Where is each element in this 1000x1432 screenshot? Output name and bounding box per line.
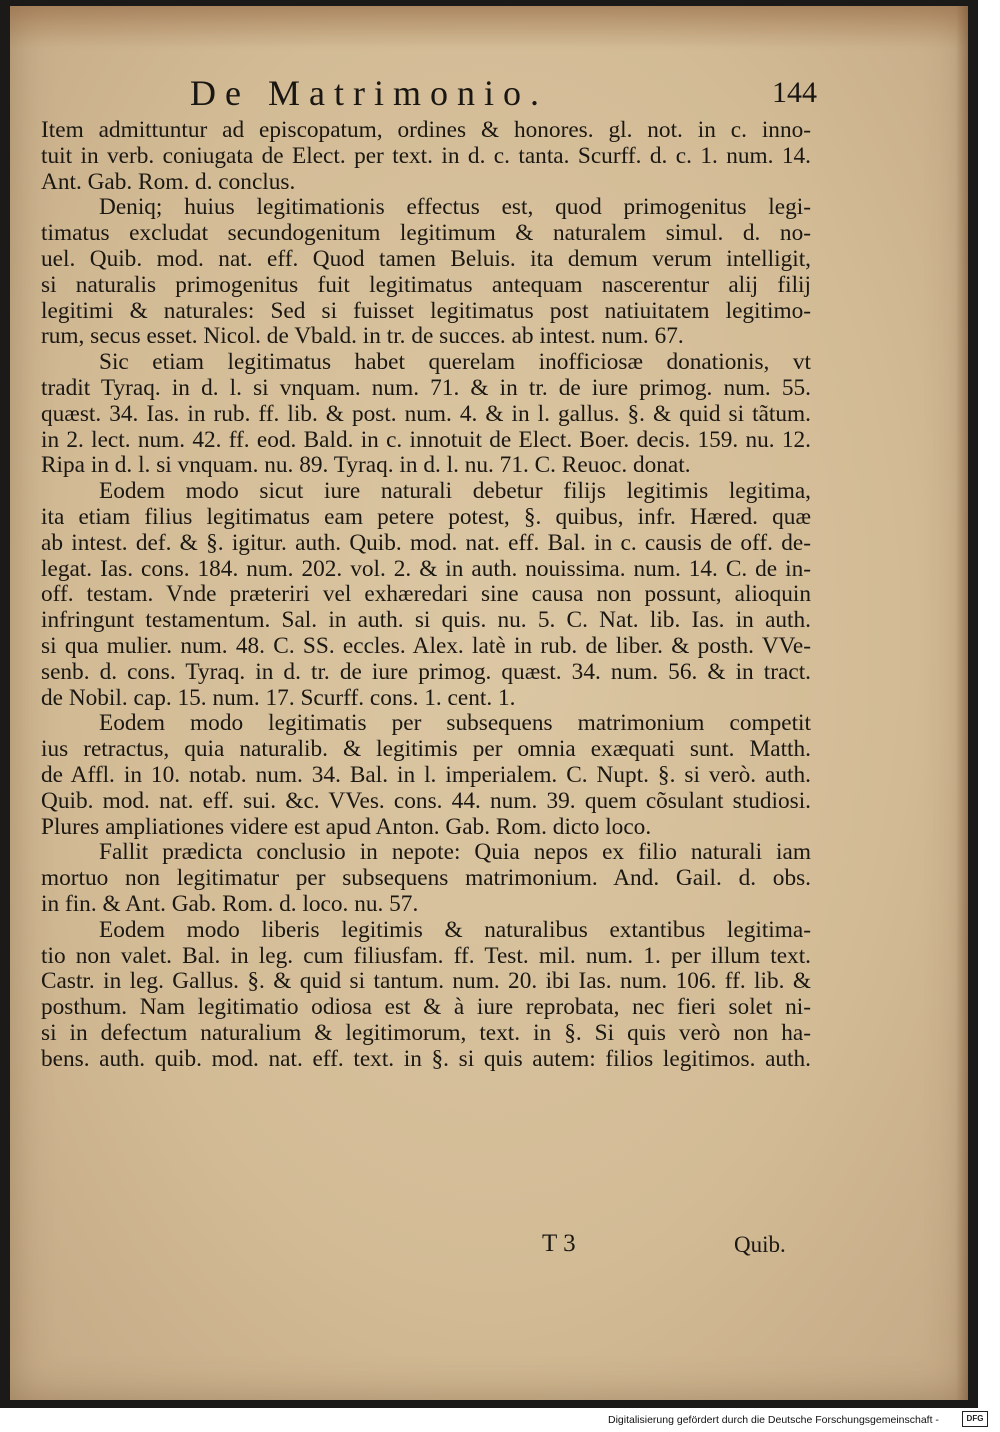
funding-credit: Digitalisierung gefördert durch die Deutsche Forschungsgemeinschaft - bbox=[608, 1414, 939, 1426]
text-line: mortuo non legitimatur per subsequens matrimonium. And. Gail. d. obs. bbox=[41, 865, 811, 892]
running-head-title: De Matrimonio. bbox=[190, 73, 548, 113]
text-line: senb. d. cons. Tyraq. in d. tr. de iure primog. quæst. 34. num. 56. & in tract. bbox=[41, 658, 811, 685]
text-line: Ant. Gab. Rom. d. conclus. bbox=[41, 168, 296, 195]
text-line: Deniq; huius legitimationis effectus est, quod primogenitus legi- bbox=[99, 194, 811, 221]
text-line: Item admittuntur ad episcopatum, ordines & honores. gl. not. in c. inno- bbox=[41, 117, 811, 143]
text-line: tradit Tyraq. in d. l. si vnquam. num. 71. & in tr. de iure primog. num. 55. bbox=[41, 374, 811, 401]
text-line: si naturalis primogenitus fuit legitimatus antequam nascerentur alij filij bbox=[41, 271, 811, 298]
text-line: off. testam. Vnde præteriri vel exhæredari sine causa non possunt, alioquin bbox=[41, 581, 811, 608]
text-line: rum, secus esset. Nicol. de Vbald. in tr. de succes. ab intest. num. 67. bbox=[41, 323, 684, 350]
text-line: tio non valet. Bal. in leg. cum filiusfam. ff. Test. mil. num. 1. per illum text. bbox=[41, 942, 811, 969]
text-line: si in defectum naturalium & legitimorum, text. in §. Si quis verò non ha- bbox=[41, 1019, 811, 1046]
text-line: ita etiam filius legitimatus eam petere potest, §. quibus, infr. Hæred. quæ bbox=[41, 503, 811, 530]
text-line: uel. Quib. mod. nat. eff. Quod tamen Beluis. ita demum verum intelligit, bbox=[41, 245, 811, 272]
dfg-logo: DFG bbox=[962, 1411, 988, 1427]
catchword: Quib. bbox=[734, 1232, 786, 1257]
text-line: infringunt testamentum. Sal. in auth. si quis. nu. 5. C. Nat. lib. Ias. in auth. bbox=[41, 607, 811, 634]
text-line: Plures ampliationes videre est apud Anton. Gab. Rom. dicto loco. bbox=[41, 813, 652, 840]
text-line: Eodem modo sicut iure naturali debetur filijs legitimis legitima, bbox=[99, 478, 811, 505]
body-text bbox=[41, 118, 811, 1072]
text-line: legitimi & naturales: Sed si fuisset legitimatus post natiuitatem legitimo- bbox=[41, 297, 811, 324]
text-line: timatus excludat secundogenitum legitimum & naturalem simul. d. no- bbox=[41, 220, 811, 247]
text-line: in fin. & Ant. Gab. Rom. d. loco. nu. 57. bbox=[41, 890, 419, 917]
signature-mark: T 3 bbox=[542, 1230, 576, 1257]
text-line: Ripa in d. l. si vnquam. nu. 89. Tyraq. in d. l. nu. 71. C. Reuoc. donat. bbox=[41, 452, 691, 479]
text-line: Sic etiam legitimatus habet querelam inofficiosæ donationis, vt bbox=[99, 349, 811, 376]
page-number: 144 bbox=[772, 76, 817, 109]
text-line: Eodem modo legitimatis per subsequens matrimonium competit bbox=[99, 710, 811, 737]
text-line: Quib. mod. nat. eff. sui. &c. VVes. cons. 44. num. 39. quem cõsulant studiosi. bbox=[41, 787, 811, 814]
page-stain bbox=[10, 6, 968, 48]
text-line: Eodem modo liberis legitimis & naturalibus extantibus legitima- bbox=[99, 916, 811, 943]
text-line: tuit in verb. coniugata de Elect. per text. in d. c. tanta. Scurff. d. c. 1. num. 14. bbox=[41, 142, 811, 169]
text-line: in 2. lect. num. 42. ff. eod. Bald. in c. innotuit de Elect. Boer. decis. 159. nu. 12. bbox=[41, 426, 811, 453]
text-line: Castr. in leg. Gallus. §. & quid si tantum. num. 20. ibi Ias. num. 106. ff. lib. & bbox=[41, 968, 811, 995]
text-line: legat. Ias. cons. 184. num. 202. vol. 2. & in auth. nouissima. num. 14. C. de in- bbox=[41, 555, 811, 582]
text-line: bens. auth. quib. mod. nat. eff. text. in §. si quis autem: filios legitimos. auth. bbox=[41, 1045, 811, 1072]
text-line: ab intest. def. & §. igitur. auth. Quib. mod. nat. eff. Bal. in c. causis de off. de- bbox=[41, 529, 811, 556]
text-line: si qua mulier. num. 48. C. SS. eccles. Alex. latè in rub. de liber. & posth. VVe- bbox=[41, 632, 811, 659]
text-line: de Affl. in 10. notab. num. 34. Bal. in l. imperialem. C. Nupt. §. si verò. auth. bbox=[41, 761, 811, 788]
text-line: Fallit prædicta conclusio in nepote: Quia nepos ex filio naturali iam bbox=[99, 839, 811, 866]
text-line: de Nobil. cap. 15. num. 17. Scurff. cons. 1. cent. 1. bbox=[41, 684, 516, 711]
text-line: ius retractus, quia naturalib. & legitimis per omnia exæquati sunt. Matth. bbox=[41, 736, 811, 763]
text-line: posthum. Nam legitimatio odiosa est & à iure reprobata, nec fieri solet ni- bbox=[41, 994, 811, 1021]
text-line: quæst. 34. Ias. in rub. ff. lib. & post. num. 4. & in l. gallus. §. & quid si tãtum. bbox=[41, 400, 811, 427]
page-edge bbox=[956, 6, 968, 1400]
